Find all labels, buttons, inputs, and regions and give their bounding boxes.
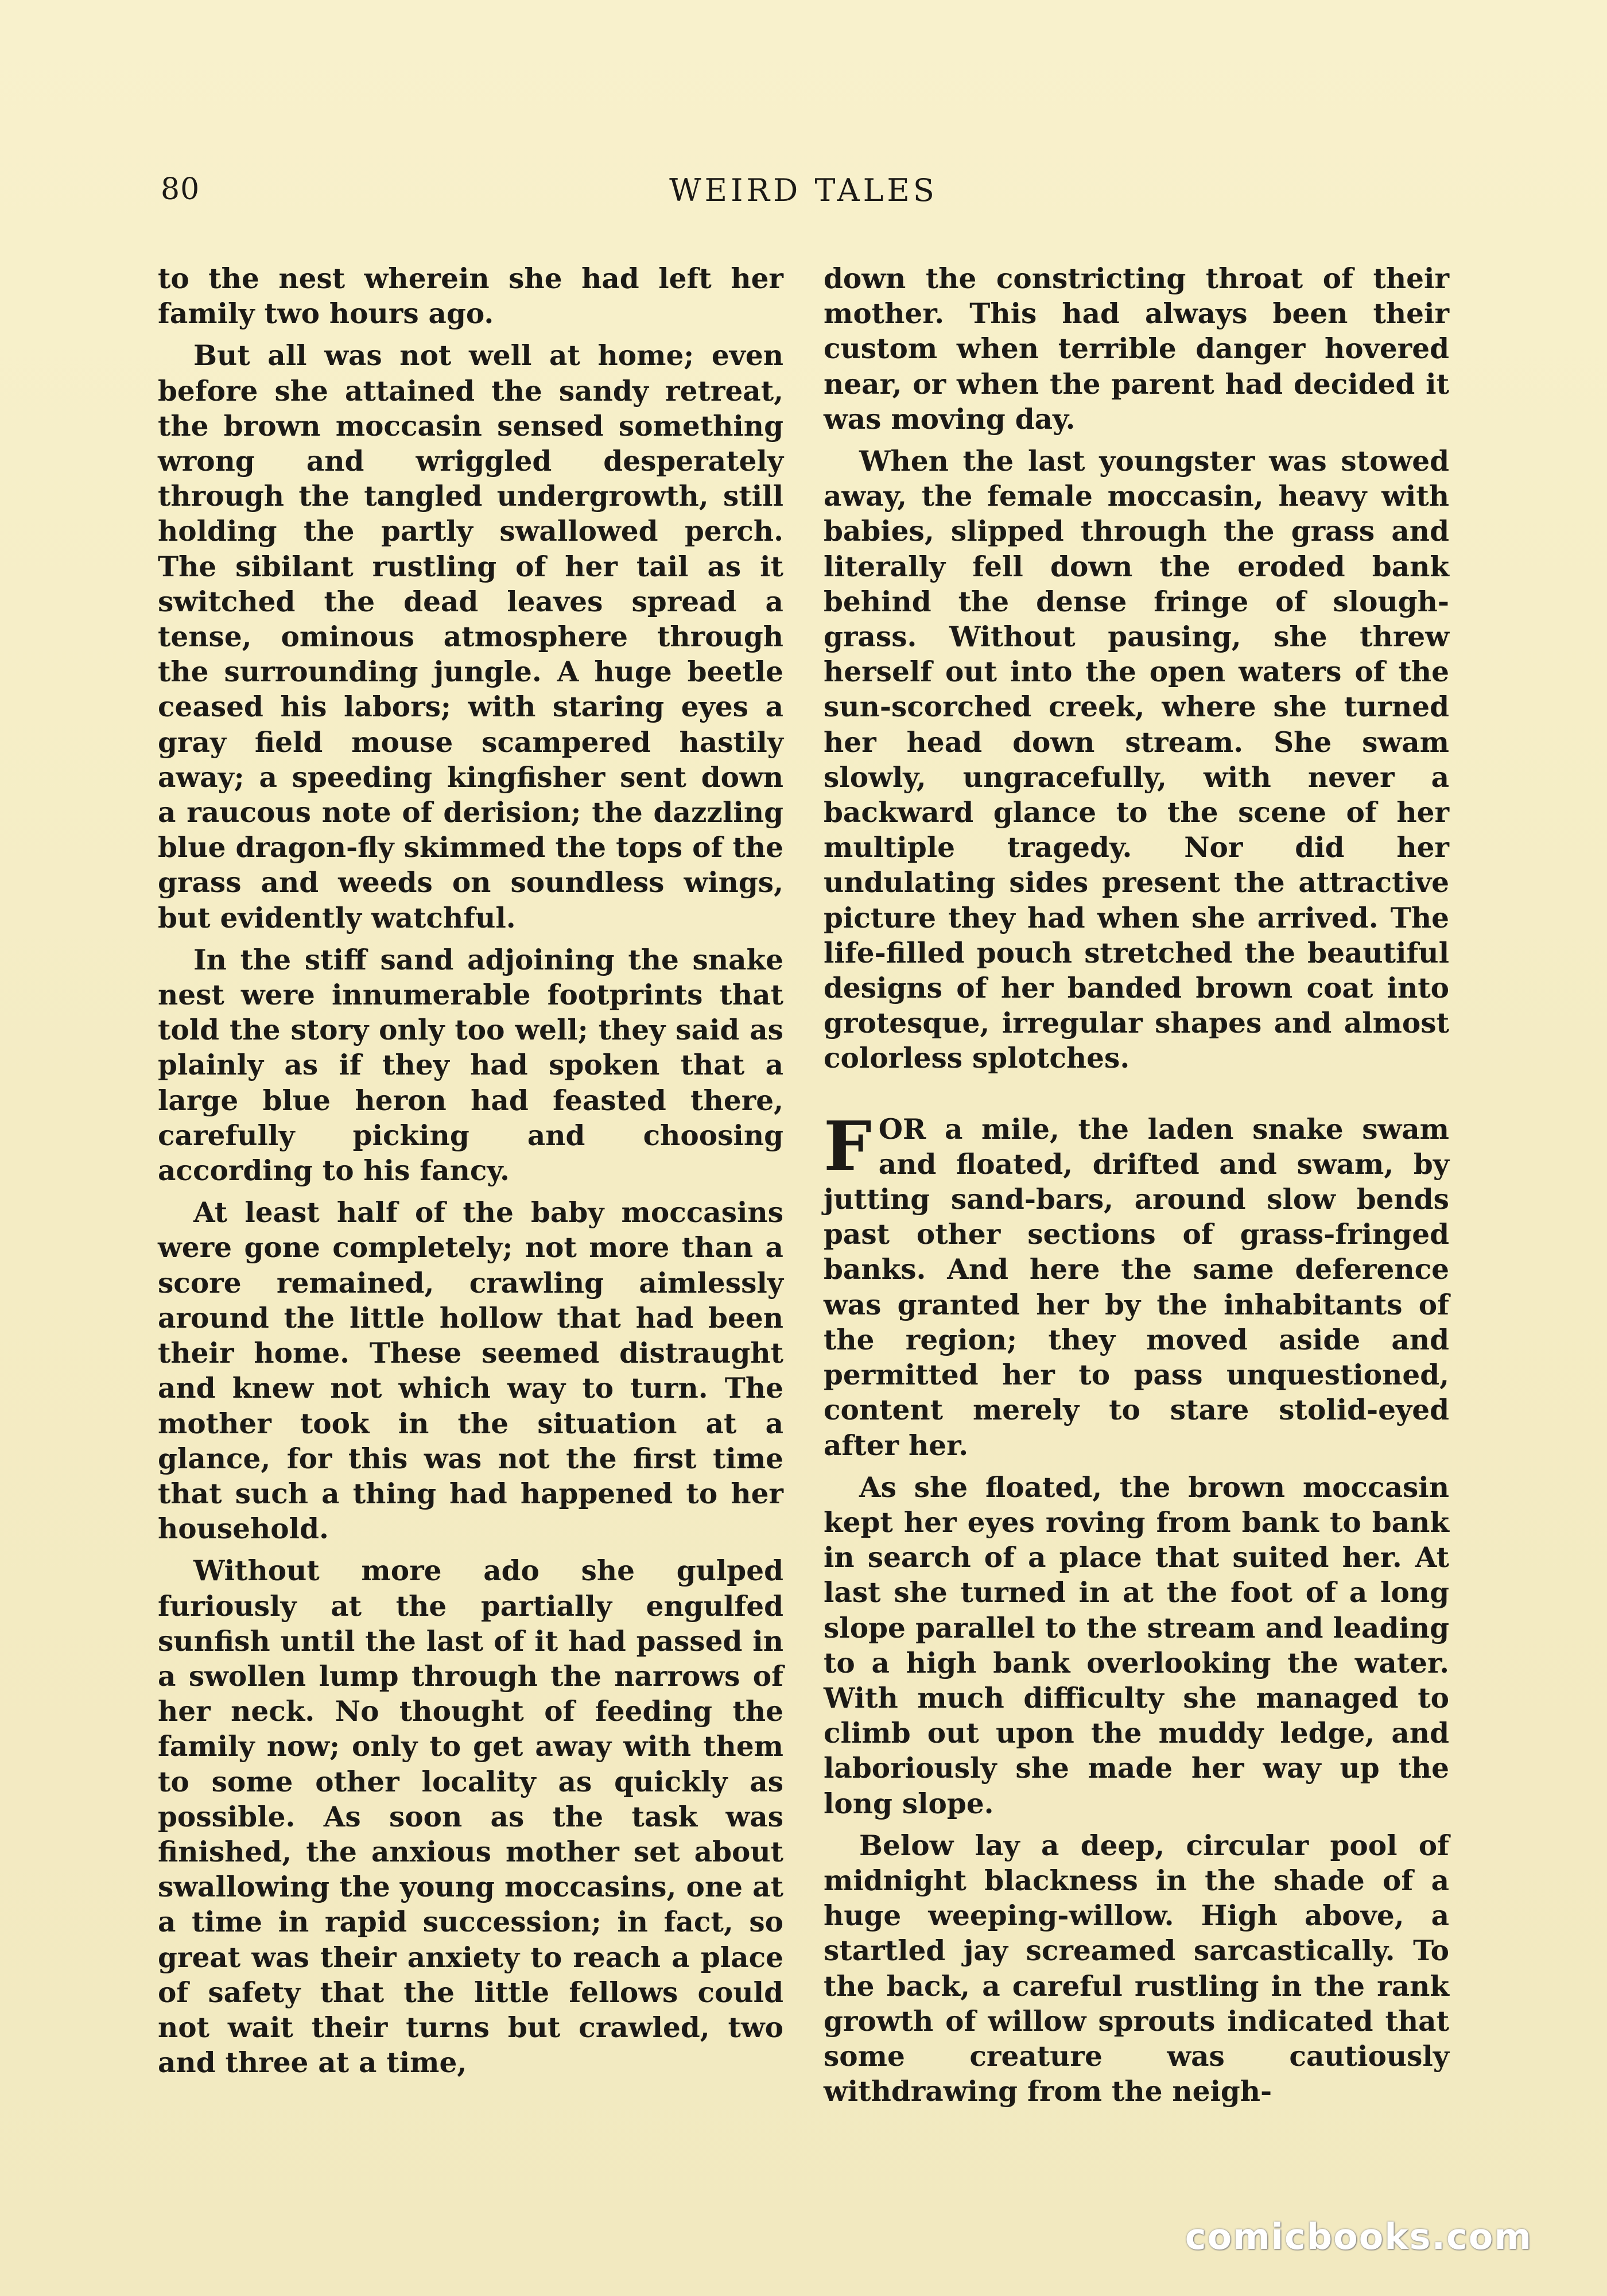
- paragraph: to the nest wherein she had left her family two hours ago.: [158, 262, 783, 331]
- page-header: [161, 172, 1446, 224]
- paragraph: But all was not well at home; even before she attained the sandy retreat, the brown moccasin sensed something wrong and wriggled desperately through the tangled undergrowth, still holding the partly swallowed perch. The sibilant rustling of her tail as it switched the dead leaves spread a tense, ominous atmosphere through the surrounding jungle. A huge beetle ceased his labors; with staring eyes a gray field mouse scampered hastily away; a speeding kingfisher sent down a raucous note of derision; the dazzling blue dragon-fly skimmed the tops of the grass and weeds on soundless wings, but evidently watchful.: [158, 339, 783, 934]
- section-break: [824, 1083, 1449, 1112]
- right-column: [824, 261, 1449, 2116]
- paragraph: At least half of the baby moccasins were gone completely; not more than a score remained, crawling aimlessly around the little hollow that had been their home. These seemed distraught and knew not which way to turn. The mother took in the situation at a glance, for this was not the first time that such a thing had happened to her household.: [158, 1196, 783, 1546]
- page-number: 80: [161, 172, 200, 207]
- paragraph: down the constricting throat of their mother. This had always been their custom when terrible danger hovered near, or when the parent had decided it was moving day.: [824, 262, 1449, 436]
- paragraph: Below lay a deep, circular pool of midnight blackness in the shade of a huge weeping-willow. High above, a startled jay screamed sarcastically. To the back, a careful rustling in the rank growth of willow sprouts indicated that some creature was cautiously withdrawing from the neigh-: [824, 1829, 1449, 2108]
- watermark: comicbooks.com: [1185, 2216, 1532, 2258]
- paragraph: When the last youngster was stowed away, the female moccasin, heavy with babies, slipped through the grass and literally fell down the eroded bank behind the dense fringe of slough-grass. Without pausing, she threw herself out into the open waters of the sun-scorched creek, where she turned her head down stream. She swam slowly, ungracefully, with never a backward glance to the scene of her multiple tragedy. Nor did her undulating sides present the attractive picture they had when she arrived. The life-filled pouch stretched the beautiful designs of her banded brown coat into grotesque, irregular shapes and almost colorless splotches.: [824, 445, 1449, 1075]
- dropcap-paragraph-text: OR a mile, the laden snake swam and floated, drifted and swam, by jutting sand-bars, around slow bends past other sections of grass-fringed banks. And here the same deference was granted her by the inhabitants of the region; they moved aside and permitted her to pass unquestioned, content merely to stare stolid-eyed after her.: [824, 1112, 1449, 1462]
- left-column: [158, 261, 783, 2087]
- dropcap-paragraph: [824, 1106, 1449, 1463]
- running-title: WEIRD TALES: [669, 172, 938, 208]
- drop-cap: F: [824, 1106, 872, 1186]
- paragraph: In the stiff sand adjoining the snake nest were innumerable footprints that told the story only too well; they said as plainly as if they had spoken that a large blue heron had feasted there, carefully picking and choosing according to his fancy.: [158, 943, 783, 1188]
- paragraph: As she floated, the brown moccasin kept her eyes roving from bank to bank in search of a place that suited her. At last she turned in at the foot of a long slope parallel to the stream and leading to a high bank overlooking the water. With much difficulty she managed to climb out upon the muddy ledge, and laboriously she made her way up the long slope.: [824, 1471, 1449, 1820]
- paragraph: Without more ado she gulped furiously at the partially engulfed sunfish until the last of it had passed in a swollen lump through the narrows of her neck. No thought of feeding the family now; only to get away with them to some other locality as quickly as possible. As soon as the task was finished, the anxious mother set about swallowing the young moccasins, one at a time in rapid succession; in fact, so great was their anxiety to reach a place of safety that the little fellows could not wait their turns but crawled, two and three at a time,: [158, 1554, 783, 2080]
